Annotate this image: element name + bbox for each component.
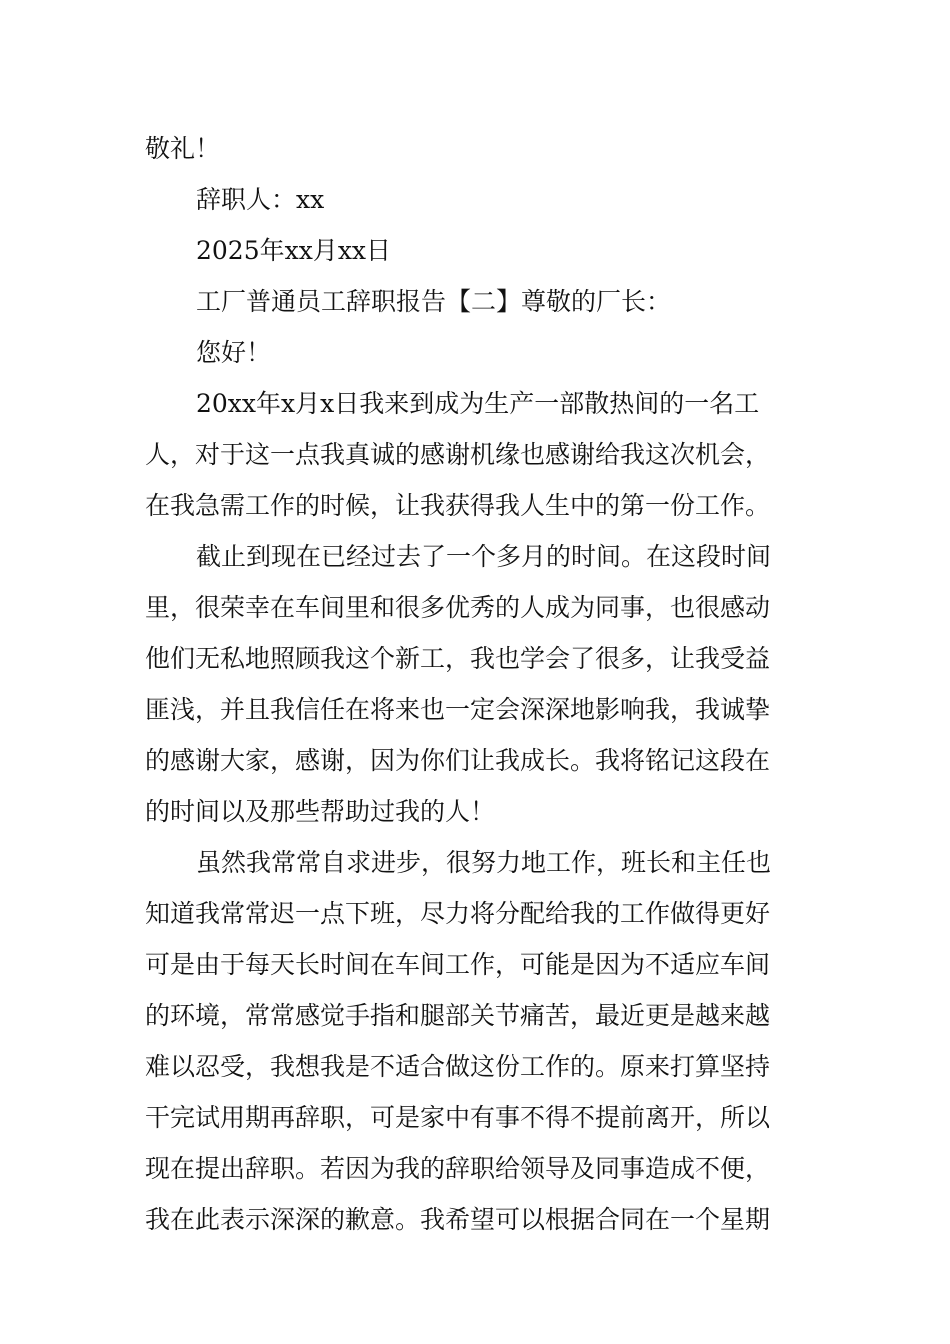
paragraph-line: 难以忍受，我想我是不适合做这份工作的。原来打算坚持 (145, 1052, 771, 1081)
signature-name: 辞职人：xx (196, 185, 325, 214)
paragraph-line: 干完试用期再辞职，可是家中有事不得不提前离开，所以 (145, 1103, 771, 1132)
paragraph-line: 人，对于这一点我真诚的感谢机缘也感谢给我这次机会， (145, 440, 771, 469)
signature-date: 2025年xx月xx日 (196, 236, 392, 265)
paragraph-line: 截止到现在已经过去了一个多月的时间。在这段时间 (196, 542, 772, 571)
paragraph-line: 我在此表示深深的歉意。我希望可以根据合同在一个星期 (145, 1205, 771, 1234)
paragraph-line: 的环境，常常感觉手指和腿部关节痛苦，最近更是越来越 (145, 1001, 771, 1030)
section-heading: 工厂普通员工辞职报告【二】尊敬的厂长： (196, 287, 672, 316)
paragraph-line: 20xx年x月x日我来到成为生产一部散热间的一名工 (196, 389, 760, 418)
paragraph-line: 的感谢大家，感谢，因为你们让我成长。我将铭记这段在 (145, 746, 771, 775)
paragraph-line: 在我急需工作的时候，让我获得我人生中的第一份工作。 (145, 491, 771, 520)
paragraph-line: 可是由于每天长时间在车间工作，可能是因为不适应车间 (145, 950, 771, 979)
paragraph-line: 里，很荣幸在车间里和很多优秀的人成为同事，也很感动 (145, 593, 771, 622)
greeting: 您好！ (196, 338, 272, 367)
closing-salutation: 敬礼！ (145, 134, 221, 163)
paragraph-line: 匪浅，并且我信任在将来也一定会深深地影响我，我诚挚 (145, 695, 771, 724)
paragraph-line: 虽然我常常自求进步，很努力地工作，班长和主任也 (196, 848, 772, 877)
paragraph-line: 他们无私地照顾我这个新工，我也学会了很多，让我受益 (145, 644, 771, 673)
paragraph-line: 知道我常常迟一点下班，尽力将分配给我的工作做得更好 (145, 899, 771, 928)
paragraph-line: 的时间以及那些帮助过我的人！ (145, 797, 496, 826)
paragraph-line: 现在提出辞职。若因为我的辞职给领导及同事造成不便， (145, 1154, 771, 1183)
